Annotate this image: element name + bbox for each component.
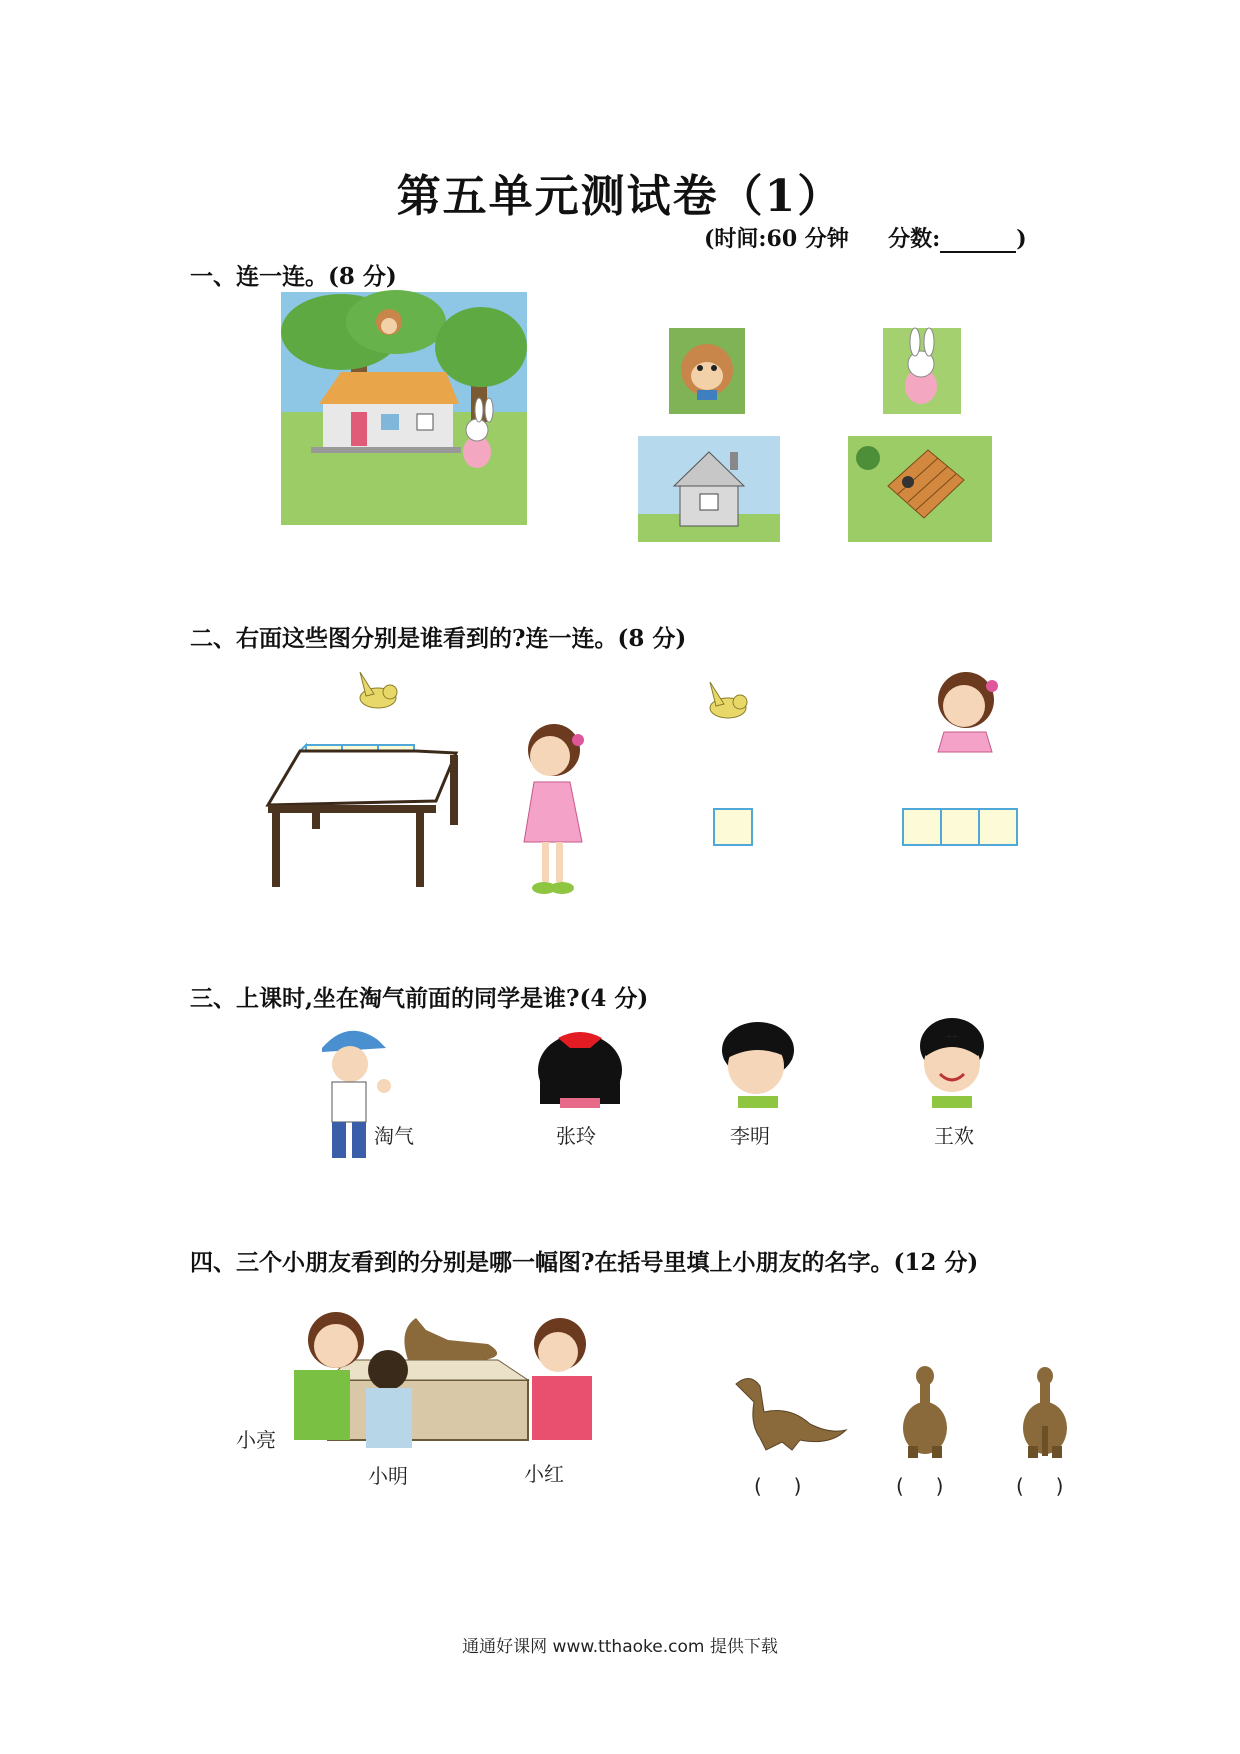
q4-blank-3[interactable]: ( ): [1016, 1474, 1064, 1498]
q3-name-liming: 李明: [730, 1124, 770, 1148]
q2-bird-icon: [350, 668, 404, 716]
q2-girl-figure: [520, 722, 586, 900]
q4-name-xiaoming: 小明: [368, 1464, 408, 1488]
q4-option-dino-back: [1020, 1366, 1070, 1458]
score-blank[interactable]: [940, 229, 1016, 253]
question-1: 一、连一连。(8 分): [190, 263, 397, 290]
footer-source: 通通好课网 www.tthaoke.com 提供下载: [462, 1637, 778, 1657]
q3-wanghuan-head: [912, 1016, 992, 1108]
q2-option-single-square: [713, 808, 755, 848]
q4-option-dino-front: [900, 1366, 950, 1458]
meta-close: ): [1016, 226, 1027, 252]
q1-option-house-front: [638, 436, 780, 542]
time-limit: (时间:60 分钟: [704, 226, 849, 252]
q4-blank-2[interactable]: ( ): [896, 1474, 944, 1498]
question-2: 二、右面这些图分别是谁看到的?连一连。(8 分): [190, 625, 687, 652]
q2-option-bird: [700, 678, 754, 726]
question-4: 四、三个小朋友看到的分别是哪一幅图?在括号里填上小朋友的名字。(12 分): [190, 1249, 979, 1276]
q3-name-zhangling: 张玲: [556, 1124, 596, 1148]
q4-name-xiaoliang: 小亮: [236, 1428, 276, 1452]
page-title: 第五单元测试卷（1）: [396, 171, 844, 222]
q3-name-wanghuan: 王欢: [934, 1124, 974, 1148]
q2-option-girl-head: [930, 666, 1004, 752]
q1-option-house-top: [848, 436, 992, 542]
q2-option-three-squares: [902, 808, 1018, 848]
q4-scene-picture: [288, 1300, 618, 1470]
q4-name-xiaohong: 小红: [524, 1462, 564, 1486]
q1-scene-picture: [281, 292, 527, 525]
q3-zhangling-back: [530, 1030, 630, 1108]
q4-blank-1[interactable]: ( ): [754, 1474, 802, 1498]
q2-table-with-boxes: [266, 745, 470, 890]
q1-option-rabbit: [883, 328, 961, 414]
score-label: 分数:: [888, 226, 941, 252]
q4-option-dino-side: [730, 1372, 848, 1452]
test-meta: [704, 222, 1027, 253]
question-3: 三、上课时,坐在淘气前面的同学是谁?(4 分): [190, 985, 649, 1012]
q3-name-taoqi: 淘气: [374, 1124, 414, 1148]
q3-liming-head: [712, 1020, 804, 1108]
q1-option-monkey: [669, 328, 745, 414]
